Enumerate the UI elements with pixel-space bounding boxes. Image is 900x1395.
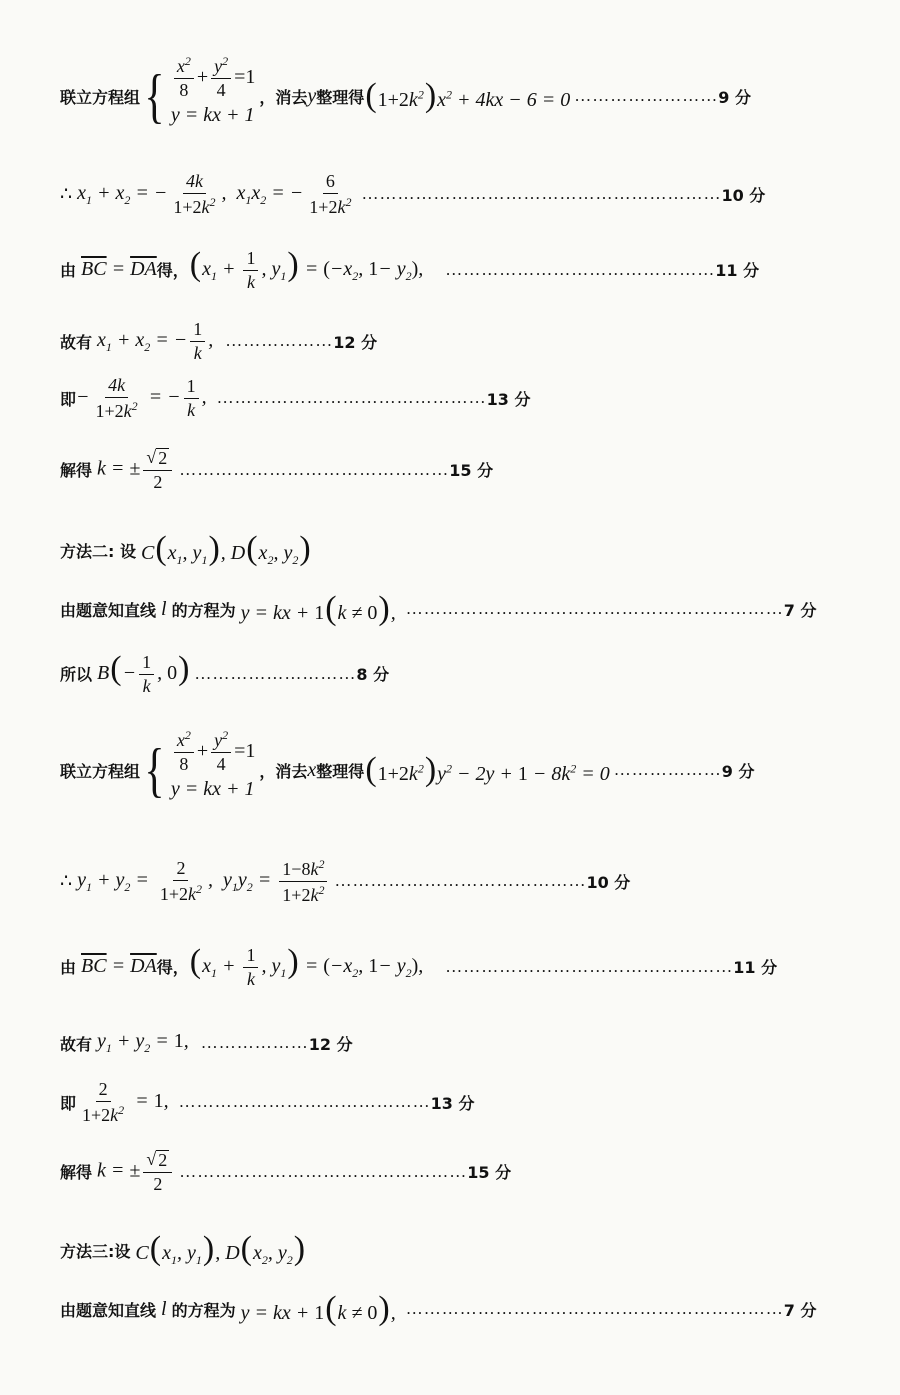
line-12 bbox=[60, 945, 777, 989]
score: 8 分 bbox=[356, 665, 390, 685]
text: 方法三:设 bbox=[60, 1241, 131, 1261]
equation: B(− $\frac{1}{k}$ , 0) bbox=[92, 650, 190, 696]
score: 9 分 bbox=[721, 761, 755, 781]
text: ，消去 bbox=[259, 87, 308, 107]
dots: ……………… bbox=[200, 1033, 309, 1052]
equation: ($x_1$ + $\frac{1}{k}$ , $y_1) = (-x_2$, $1- y_2$), bbox=[189, 943, 424, 989]
equation: $(1+2k^2)y^2 - 2y + 1 - 8k^2 = 0$ bbox=[365, 751, 610, 788]
text: 得， bbox=[156, 958, 189, 978]
line-7 bbox=[60, 532, 312, 568]
equation: y = kx + 1(k ≠ 0), bbox=[235, 1290, 396, 1327]
text: 解得 bbox=[60, 461, 93, 481]
line-2 bbox=[60, 172, 765, 217]
variable: x bbox=[307, 758, 317, 781]
line-16 bbox=[60, 1232, 306, 1268]
equation: $y_1 + y_2 = 1$, bbox=[92, 1030, 189, 1055]
score: 9 分 bbox=[718, 87, 751, 107]
dots: ……………… bbox=[225, 331, 334, 351]
text: 的方程为 bbox=[171, 600, 236, 620]
equation: $(1+2k^2)x^2 + 4kx - 6 = 0$ bbox=[365, 77, 571, 114]
line-8 bbox=[60, 592, 816, 626]
text: 即 bbox=[60, 1093, 77, 1113]
dots: …………………………………………………… bbox=[361, 184, 722, 204]
vector-equation: $\overline{BC} = \overline{DA}$ bbox=[81, 955, 157, 978]
equation-system: $\frac{x^2}{8}$ + $\frac{y^2}{4}$ =1 y = kx + 1 bbox=[170, 727, 256, 800]
text: 整理得 bbox=[316, 87, 365, 107]
dots: ……………………………………………………… bbox=[405, 1299, 784, 1318]
text: 由题意知直线 bbox=[60, 600, 157, 620]
equation: $x_1 + x_2$ = − $\frac{4k}{1+2k^2}$ , $x_1x_2$ = − $\frac{6}{1+2k^2}$ bbox=[72, 171, 352, 217]
score: 13 分 bbox=[430, 1093, 475, 1113]
variable: l bbox=[156, 1297, 172, 1320]
dots: ……………………………………………………… bbox=[405, 599, 784, 618]
brace: { bbox=[144, 737, 165, 803]
text: 的方程为 bbox=[171, 1300, 236, 1320]
dots: …………………… bbox=[574, 86, 719, 105]
line-4 bbox=[60, 320, 377, 363]
line-3 bbox=[60, 248, 759, 292]
text: 故有 bbox=[60, 1034, 93, 1054]
line-13 bbox=[60, 1030, 353, 1056]
therefore-symbol: ∴ bbox=[60, 870, 73, 892]
dots: ……………………… bbox=[194, 663, 357, 683]
text: ，消去 bbox=[259, 761, 308, 781]
dots: ……………………………………… bbox=[216, 388, 487, 408]
equation: $x_1 + x_2$ = − $\frac{1}{k}$ , bbox=[92, 319, 214, 363]
variable: y bbox=[307, 84, 317, 107]
text: 整理得 bbox=[316, 761, 365, 781]
dots: ……………… bbox=[613, 760, 722, 779]
equation: k = ± √ 2 2 bbox=[92, 448, 175, 492]
score: 7 分 bbox=[783, 1300, 817, 1320]
equation: $\frac{2}{1+2k^2}$ = 1, bbox=[82, 1079, 169, 1125]
equation: ($x_1$ + $\frac{1}{k}$ , $y_1) = (-x_2$, $1- y_2$), bbox=[189, 246, 424, 292]
score: 12 分 bbox=[333, 332, 378, 352]
vector-equation: $\overline{BC} = \overline{DA}$ bbox=[81, 258, 157, 281]
text: 方法二: 设 bbox=[60, 541, 136, 561]
text: 由 bbox=[60, 958, 77, 978]
equation: − $\frac{4k}{1+2k^2}$ = − $\frac{1}{k}$ , bbox=[76, 375, 207, 421]
score: 11 分 bbox=[715, 261, 760, 281]
therefore-symbol: ∴ bbox=[60, 183, 73, 205]
brace: { bbox=[144, 63, 165, 129]
line-11 bbox=[60, 858, 630, 905]
line-6 bbox=[60, 448, 493, 492]
equation: $C(x_1$, $y_1$), $D(x_2$, $y_2$) bbox=[130, 1230, 306, 1267]
line-1 bbox=[60, 53, 751, 134]
text: 所以 bbox=[60, 665, 93, 685]
line-9 bbox=[60, 652, 389, 696]
score: 12 分 bbox=[308, 1034, 353, 1054]
dots: ……………………………………… bbox=[179, 459, 450, 479]
text: 解得 bbox=[60, 1163, 93, 1183]
score: 11 分 bbox=[733, 958, 778, 978]
text: 联立方程组 bbox=[60, 761, 141, 781]
line-14 bbox=[60, 1080, 475, 1125]
equation: y = kx + 1(k ≠ 0), bbox=[235, 590, 396, 627]
variable: l bbox=[156, 597, 172, 620]
equation: $y_1 + y_2$ = $\frac{2}{1+2k^2}$ , $y_1y_2$ = $\frac{1-8k^2}{1+2k^2}$ bbox=[72, 858, 330, 905]
score: 15 分 bbox=[449, 461, 494, 481]
line-17 bbox=[60, 1292, 816, 1326]
dots: …………………………………… bbox=[334, 871, 587, 891]
text: 故有 bbox=[60, 332, 93, 352]
equation-system: $\frac{x^2}{8}$ + $\frac{y^2}{4}$ =1 y = kx + 1 bbox=[170, 53, 256, 126]
equation: $C(x_1$, $y_1$), $D(x_2$, $y_2$) bbox=[135, 530, 311, 567]
equation: k = ± √ 2 2 bbox=[92, 1150, 175, 1194]
dots: ………………………………………… bbox=[445, 956, 734, 976]
score: 10 分 bbox=[721, 185, 766, 205]
dots: ………………………………………… bbox=[179, 1161, 468, 1181]
line-5 bbox=[60, 376, 531, 421]
score: 13 分 bbox=[486, 389, 531, 409]
text: 联立方程组 bbox=[60, 87, 141, 107]
score: 15 分 bbox=[467, 1163, 512, 1183]
line-10 bbox=[60, 727, 755, 808]
line-15 bbox=[60, 1150, 511, 1194]
dots: …………………………………… bbox=[178, 1092, 431, 1112]
score: 7 分 bbox=[783, 600, 817, 620]
text: 得， bbox=[156, 261, 189, 281]
text: 即 bbox=[60, 389, 77, 409]
text: 由题意知直线 bbox=[60, 1300, 157, 1320]
text: 由 bbox=[60, 261, 77, 281]
dots: ……………………………………… bbox=[445, 259, 716, 279]
score: 10 分 bbox=[586, 872, 631, 892]
